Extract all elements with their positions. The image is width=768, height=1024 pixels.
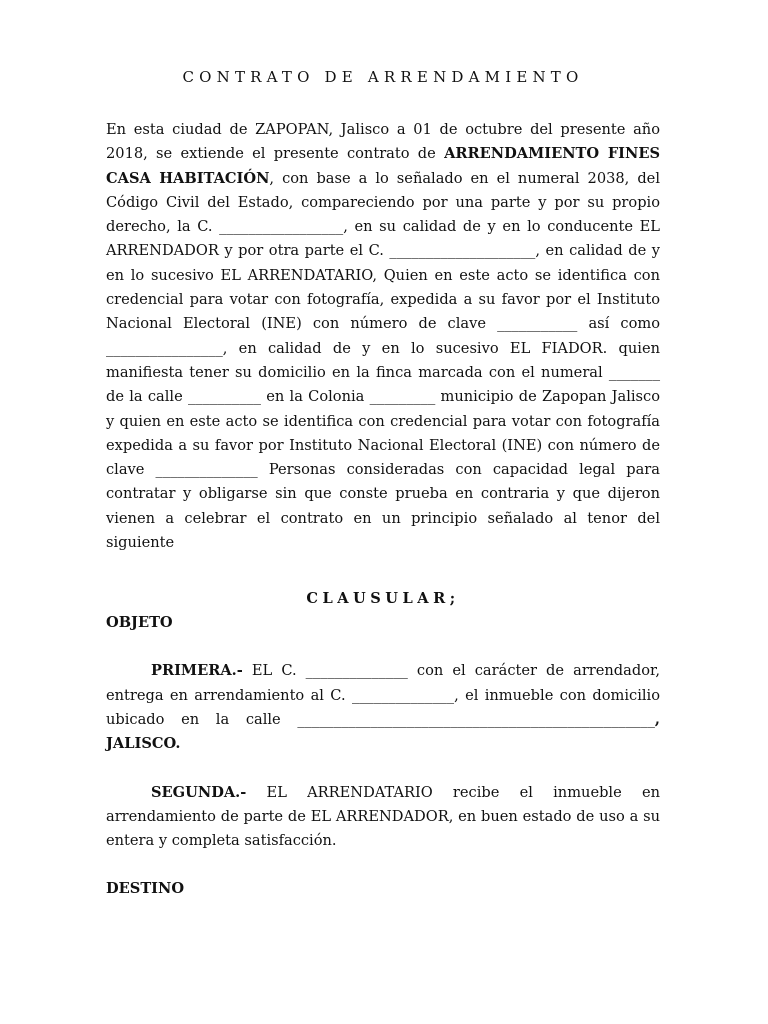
intro-paragraph (106, 118, 660, 555)
intro-bold-contract-type: ARRENDAMIENTO FINES CASA HABITACIÓN (106, 145, 661, 187)
spacer (106, 757, 660, 781)
objeto-heading: OBJETO (106, 614, 173, 632)
clause-primera-label: PRIMERA.- (151, 662, 243, 680)
spacer (106, 635, 660, 659)
spacer (106, 853, 660, 877)
clause-segunda-label: SEGUNDA.- (151, 783, 247, 801)
clause-primera-jalisco: , JALISCO. (106, 710, 660, 753)
clause-segunda-text: EL ARRENDATARIO recibe el inmueble en arrendamiento de parte de EL ARRENDADOR, en buen estado de uso a su entera y completa satisfacción. (106, 783, 660, 850)
clause-segunda (106, 781, 660, 854)
destino-heading: DESTINO (106, 880, 185, 898)
clause-primera (106, 659, 660, 756)
document-title: CONTRATO DE ARRENDAMIENTO (182, 68, 584, 86)
clausular-heading: CLAUSULAR; (306, 590, 460, 608)
intro-text-1: En esta ciudad de ZAPOPAN, Jalisco a 01 de octubre del presente año 2018, se extiende el presente contrato de (106, 121, 660, 163)
clause-primera-text: EL C. ______________ con el carácter de arrendador, entrega en arrendamiento al C. ______________, el inmueble con domicilio ubicado en la calle _________________________________________________ (106, 662, 660, 728)
intro-text-2: , con base a lo señalado en el numeral 2038, del Código Civil del Estado, compareciendo por una parte y por su propio derecho, la C. _________________, en su calidad de y en lo conducente EL ARRENDADOR y por otra parte el C. ____________________, en calidad de y en lo sucesivo EL ARRENDATARIO, Quien en este acto se identifica con credencial para votar con fotografía, expedida a su favor por el Instituto Nacional Electoral (INE) con número de clave ___________ así como ________________, en calidad de y en lo sucesivo EL FIADOR. quien manifiesta tener su domicilio en la finca marcada con el numeral _______ de la calle __________ en la Colonia _________ municipio de Zapopan Jalisco y quien en este acto se identifica con credencial para votar con fotografía expedida a su favor por Instituto Nacional Electoral (INE) con número de clave ______________ Personas consideradas con capacidad legal para contratar y obligarse sin que conste prueba en contraria y que dijeron vienen a celebrar el contrato en un principio señalado al tenor del siguiente (106, 169, 660, 552)
